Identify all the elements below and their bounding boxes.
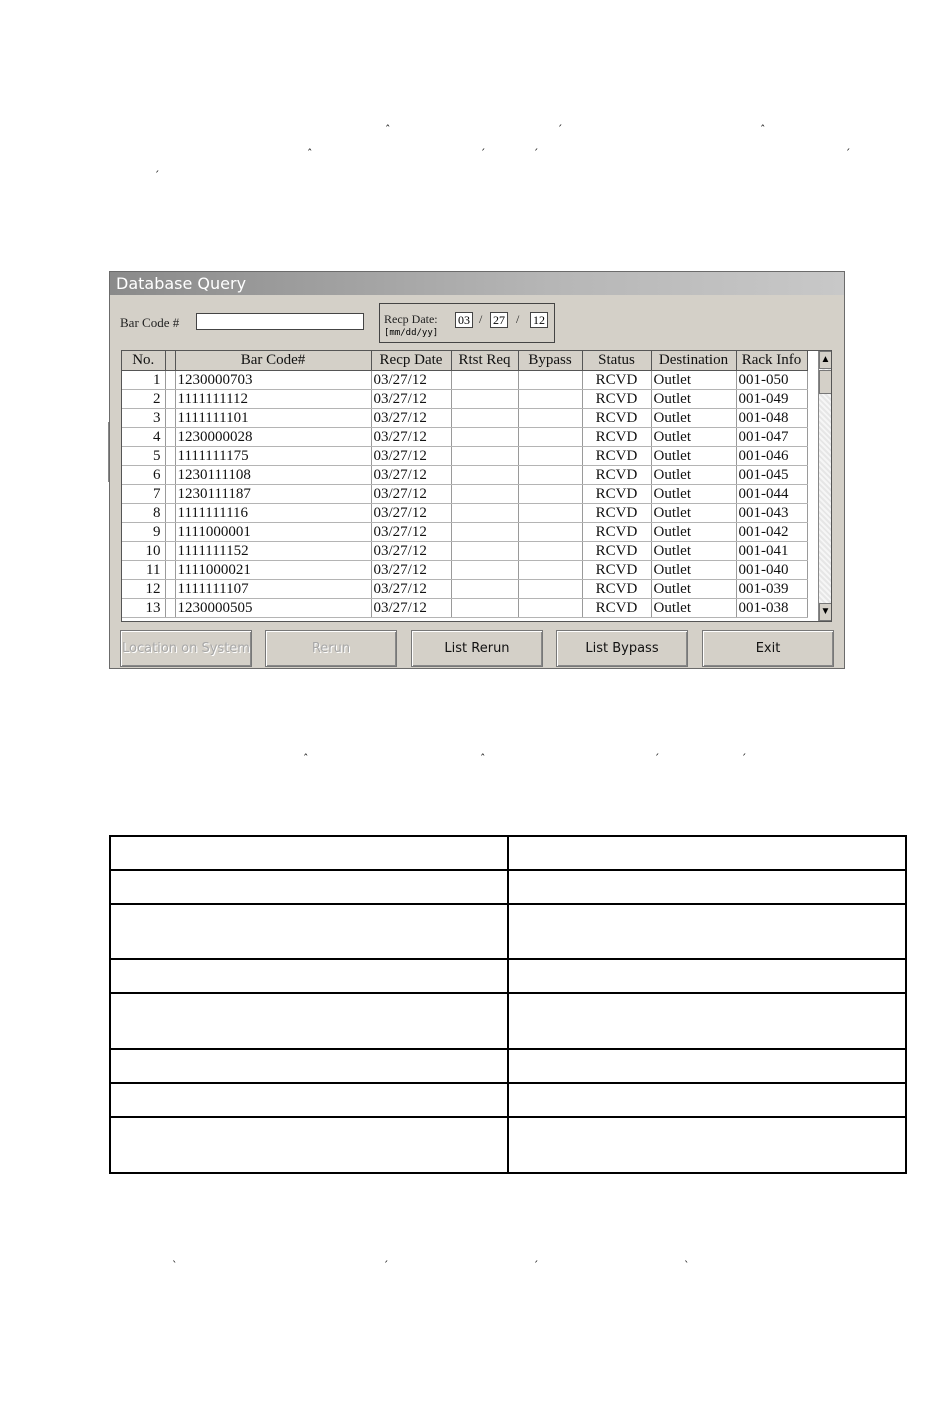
row-number: 3 — [122, 409, 165, 428]
recp-date-cell: 03/27/12 — [371, 371, 451, 390]
scroll-thumb[interactable] — [819, 370, 832, 394]
exit-button[interactable]: Exit — [702, 630, 834, 667]
table-row — [110, 993, 906, 1049]
table-row — [110, 904, 906, 959]
side-grip — [108, 422, 113, 482]
row-selector — [165, 599, 175, 618]
barcode-cell: 1111111152 — [175, 542, 371, 561]
table-row[interactable] — [122, 504, 807, 523]
status-cell: RCVD — [582, 504, 651, 523]
table-row[interactable] — [122, 428, 807, 447]
row-number: 13 — [122, 599, 165, 618]
table-row — [110, 1083, 906, 1117]
row-number: 12 — [122, 580, 165, 599]
database-query-window — [109, 271, 845, 669]
status-cell: RCVD — [582, 371, 651, 390]
status-cell: RCVD — [582, 561, 651, 580]
recp-date-cell: 03/27/12 — [371, 561, 451, 580]
rack-info-cell: 001-044 — [736, 485, 807, 504]
recp-date-cell: 03/27/12 — [371, 447, 451, 466]
table-row[interactable] — [122, 371, 807, 390]
destination-cell: Outlet — [651, 466, 736, 485]
row-selector — [165, 485, 175, 504]
row-number: 8 — [122, 504, 165, 523]
rack-info-cell: 001-048 — [736, 409, 807, 428]
destination-cell: Outlet — [651, 504, 736, 523]
row-selector — [165, 409, 175, 428]
row-number: 1 — [122, 371, 165, 390]
barcode-cell: 1230000028 — [175, 428, 371, 447]
recp-date-group — [379, 303, 555, 343]
table-row — [110, 1117, 906, 1173]
column-header-rtst-req[interactable]: Rtst Req — [451, 351, 518, 371]
bypass-cell — [518, 485, 582, 504]
rtst-req-cell — [451, 371, 518, 390]
rtst-req-cell — [451, 542, 518, 561]
date-separator: / — [479, 312, 483, 326]
bypass-cell — [518, 599, 582, 618]
circumflex-mark: ˆ — [307, 147, 313, 160]
rtst-req-cell — [451, 561, 518, 580]
destination-cell: Outlet — [651, 542, 736, 561]
rack-info-cell: 001-038 — [736, 599, 807, 618]
recp-date-cell: 03/27/12 — [371, 466, 451, 485]
row-selector — [165, 561, 175, 580]
date-separator: / — [516, 312, 520, 326]
rack-info-cell: 001-046 — [736, 447, 807, 466]
table-row[interactable] — [122, 580, 807, 599]
bypass-cell — [518, 428, 582, 447]
rtst-req-cell — [451, 428, 518, 447]
rack-info-cell: 001-041 — [736, 542, 807, 561]
date-format-hint: [mm/dd/yy] — [384, 328, 439, 338]
recp-date-cell: 03/27/12 — [371, 504, 451, 523]
destination-cell: Outlet — [651, 580, 736, 599]
circumflex-mark: ˆ — [480, 752, 486, 765]
date-month-input[interactable] — [455, 312, 473, 328]
column-header-bypass[interactable]: Bypass — [518, 351, 582, 371]
table-row[interactable] — [122, 523, 807, 542]
acute-mark: ˊ — [654, 752, 660, 765]
rack-info-cell: 001-045 — [736, 466, 807, 485]
bypass-cell — [518, 409, 582, 428]
status-cell: RCVD — [582, 428, 651, 447]
status-cell: RCVD — [582, 599, 651, 618]
rtst-req-cell — [451, 580, 518, 599]
row-selector — [165, 542, 175, 561]
recp-date-cell: 03/27/12 — [371, 542, 451, 561]
barcode-cell: 1111111101 — [175, 409, 371, 428]
status-cell: RCVD — [582, 390, 651, 409]
table-row[interactable] — [122, 466, 807, 485]
row-selector — [165, 580, 175, 599]
status-cell: RCVD — [582, 485, 651, 504]
barcode-cell: 1111000001 — [175, 523, 371, 542]
list-rerun-button[interactable]: List Rerun — [411, 630, 543, 667]
destination-cell: Outlet — [651, 599, 736, 618]
recp-date-cell: 03/27/12 — [371, 390, 451, 409]
barcode-cell: 1230000505 — [175, 599, 371, 618]
recp-date-cell: 03/27/12 — [371, 599, 451, 618]
table-row[interactable] — [122, 390, 807, 409]
status-cell: RCVD — [582, 523, 651, 542]
table-row — [110, 959, 906, 993]
table-row[interactable] — [122, 447, 807, 466]
row-number: 6 — [122, 466, 165, 485]
rack-info-cell: 001-049 — [736, 390, 807, 409]
recp-date-cell: 03/27/12 — [371, 485, 451, 504]
location-on-system-button[interactable]: Location on System — [120, 630, 252, 667]
rtst-req-cell — [451, 447, 518, 466]
destination-cell: Outlet — [651, 485, 736, 504]
rtst-req-cell — [451, 390, 518, 409]
recp-date-cell: 03/27/12 — [371, 523, 451, 542]
barcode-cell: 1111111175 — [175, 447, 371, 466]
row-number: 2 — [122, 390, 165, 409]
column-header-status[interactable]: Status — [582, 351, 651, 371]
rack-info-cell: 001-039 — [736, 580, 807, 599]
row-number: 9 — [122, 523, 165, 542]
table-row[interactable] — [122, 542, 807, 561]
bypass-cell — [518, 542, 582, 561]
row-number: 5 — [122, 447, 165, 466]
recp-date-cell: 03/27/12 — [371, 580, 451, 599]
acute-mark: ˊ — [480, 147, 486, 160]
barcode-cell: 1230111187 — [175, 485, 371, 504]
row-selector — [165, 428, 175, 447]
destination-cell: Outlet — [651, 428, 736, 447]
rack-info-cell: 001-043 — [736, 504, 807, 523]
rtst-req-cell — [451, 409, 518, 428]
barcode-cell: 1111111107 — [175, 580, 371, 599]
window-title: Database Query — [110, 272, 844, 295]
table-row — [110, 870, 906, 904]
row-number: 4 — [122, 428, 165, 447]
bypass-cell — [518, 466, 582, 485]
rtst-req-cell — [451, 523, 518, 542]
scroll-down-icon[interactable]: ▼ — [819, 603, 832, 621]
destination-cell: Outlet — [651, 371, 736, 390]
bypass-cell — [518, 371, 582, 390]
table-row — [110, 836, 906, 870]
grave-mark: ˋ — [684, 1259, 690, 1272]
barcode-cell: 1111111112 — [175, 390, 371, 409]
rack-info-cell: 001-040 — [736, 561, 807, 580]
empty-table — [109, 835, 907, 1174]
barcode-input[interactable] — [196, 313, 364, 330]
results-grid — [121, 350, 832, 622]
rtst-req-cell — [451, 504, 518, 523]
row-number: 7 — [122, 485, 165, 504]
acute-mark: ˊ — [533, 147, 539, 160]
column-header-no[interactable]: No. — [122, 351, 165, 371]
acute-mark: ˊ — [533, 1259, 539, 1272]
vertical-scrollbar[interactable] — [818, 351, 832, 621]
row-selector — [165, 466, 175, 485]
rack-info-cell: 001-050 — [736, 371, 807, 390]
recp-date-cell: 03/27/12 — [371, 428, 451, 447]
row-number: 10 — [122, 542, 165, 561]
row-number: 11 — [122, 561, 165, 580]
bypass-cell — [518, 561, 582, 580]
date-day-input[interactable] — [490, 312, 508, 328]
grave-mark: ˋ — [172, 1259, 178, 1272]
barcode-cell: 1111111116 — [175, 504, 371, 523]
table-row[interactable] — [122, 561, 807, 580]
scroll-up-icon[interactable]: ▲ — [819, 351, 832, 369]
barcode-cell: 1230000703 — [175, 371, 371, 390]
circumflex-mark: ˆ — [760, 123, 766, 136]
status-cell: RCVD — [582, 466, 651, 485]
status-cell: RCVD — [582, 409, 651, 428]
rtst-req-cell — [451, 485, 518, 504]
acute-mark: ˊ — [557, 123, 563, 136]
column-header-selector[interactable] — [165, 351, 175, 371]
status-cell: RCVD — [582, 580, 651, 599]
date-year-input[interactable] — [530, 312, 548, 328]
bypass-cell — [518, 447, 582, 466]
status-cell: RCVD — [582, 542, 651, 561]
column-header-destination[interactable]: Destination — [651, 351, 736, 371]
destination-cell: Outlet — [651, 447, 736, 466]
acute-mark: ˊ — [383, 1259, 389, 1272]
bypass-cell — [518, 390, 582, 409]
table-row[interactable] — [122, 485, 807, 504]
rack-info-cell: 001-042 — [736, 523, 807, 542]
status-cell: RCVD — [582, 447, 651, 466]
bypass-cell — [518, 523, 582, 542]
table-row — [110, 1049, 906, 1083]
acute-mark: ˊ — [741, 752, 747, 765]
column-header-recp-date[interactable]: Recp Date — [371, 351, 451, 371]
acute-mark: ˊ — [845, 147, 851, 160]
results-table — [122, 351, 808, 618]
rtst-req-cell — [451, 466, 518, 485]
barcode-cell: 1230111108 — [175, 466, 371, 485]
table-header-row — [122, 351, 807, 371]
column-header-barcode[interactable]: Bar Code# — [175, 351, 371, 371]
recp-date-label: Recp Date: — [384, 312, 438, 326]
destination-cell: Outlet — [651, 390, 736, 409]
column-header-rack-info[interactable]: Rack Info — [736, 351, 807, 371]
recp-date-cell: 03/27/12 — [371, 409, 451, 428]
bypass-cell — [518, 580, 582, 599]
barcode-label: Bar Code # — [120, 315, 180, 330]
list-bypass-button[interactable]: List Bypass — [556, 630, 688, 667]
destination-cell: Outlet — [651, 523, 736, 542]
rtst-req-cell — [451, 599, 518, 618]
row-selector — [165, 390, 175, 409]
row-selector — [165, 371, 175, 390]
barcode-cell: 1111000021 — [175, 561, 371, 580]
destination-cell: Outlet — [651, 561, 736, 580]
rack-info-cell: 001-047 — [736, 428, 807, 447]
row-selector — [165, 447, 175, 466]
rerun-button[interactable]: Rerun — [265, 630, 397, 667]
circumflex-mark: ˆ — [385, 123, 391, 136]
row-selector — [165, 504, 175, 523]
bypass-cell — [518, 504, 582, 523]
circumflex-mark: ˆ — [303, 752, 309, 765]
table-row[interactable] — [122, 409, 807, 428]
acute-mark: ˊ — [154, 169, 160, 182]
table-row[interactable] — [122, 599, 807, 618]
destination-cell: Outlet — [651, 409, 736, 428]
row-selector — [165, 523, 175, 542]
